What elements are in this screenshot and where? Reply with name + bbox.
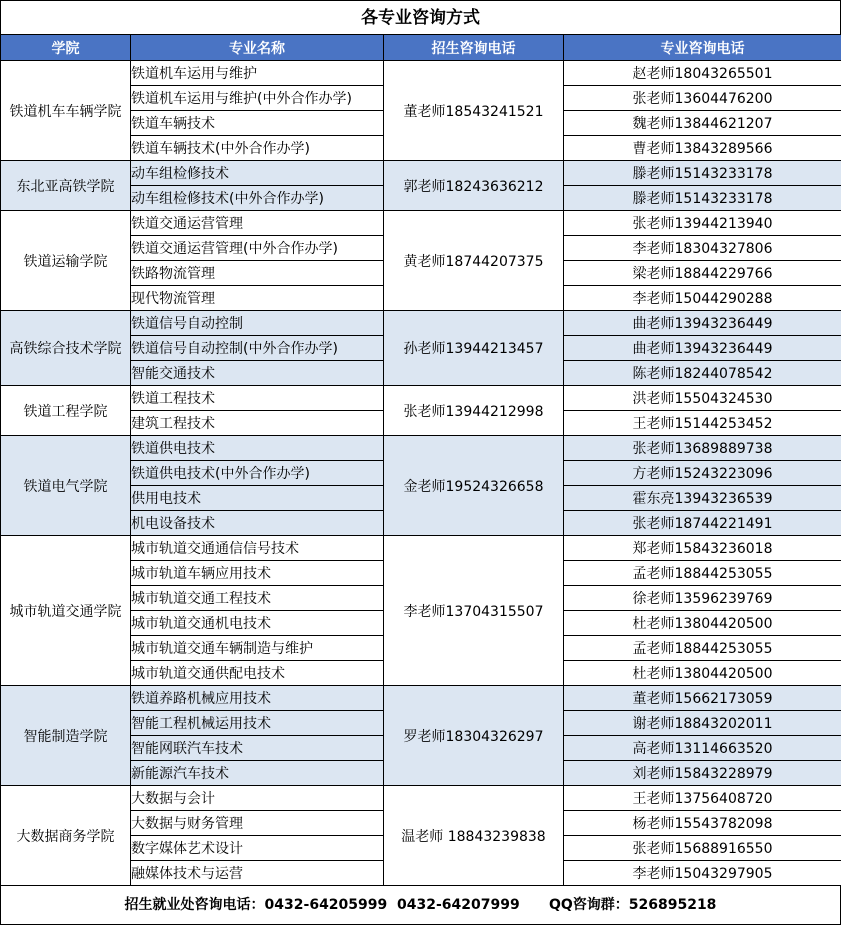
major-name: 现代物流管理 xyxy=(131,286,384,311)
admission-phone: 黄老师18744207375 xyxy=(384,211,564,311)
major-name: 融媒体技术与运营 xyxy=(131,861,384,886)
header-row xyxy=(1,35,841,61)
header-major-phone: 专业咨询电话 xyxy=(564,35,841,61)
major-name: 机电设备技术 xyxy=(131,511,384,536)
table-row xyxy=(1,786,841,811)
admission-phone: 董老师18543241521 xyxy=(384,61,564,161)
major-phone: 陈老师18244078542 xyxy=(564,361,841,386)
major-phone: 洪老师15504324530 xyxy=(564,386,841,411)
header-major: 专业名称 xyxy=(131,35,384,61)
major-name: 铁道车辆技术(中外合作办学) xyxy=(131,136,384,161)
page-title: 各专业咨询方式 xyxy=(0,0,841,34)
table-row xyxy=(1,61,841,86)
major-phone: 王老师13756408720 xyxy=(564,786,841,811)
major-phone: 赵老师18043265501 xyxy=(564,61,841,86)
college-name: 铁道电气学院 xyxy=(1,436,131,536)
major-name: 铁道车辆技术 xyxy=(131,111,384,136)
major-phone: 李老师15043297905 xyxy=(564,861,841,886)
table-row xyxy=(1,536,841,561)
college-name: 智能制造学院 xyxy=(1,686,131,786)
major-name: 动车组检修技术(中外合作办学) xyxy=(131,186,384,211)
major-phone: 刘老师15843228979 xyxy=(564,761,841,786)
major-name: 智能交通技术 xyxy=(131,361,384,386)
table-row xyxy=(1,686,841,711)
header-college: 学院 xyxy=(1,35,131,61)
footer-contact: 招生就业处咨询电话：0432-64205999 0432-64207999 QQ咨询群：526895218 xyxy=(0,886,841,925)
major-phone: 张老师13689889738 xyxy=(564,436,841,461)
consultation-table xyxy=(0,34,841,886)
major-phone: 孟老师18844253055 xyxy=(564,636,841,661)
major-phone: 董老师15662173059 xyxy=(564,686,841,711)
major-phone: 曲老师13943236449 xyxy=(564,336,841,361)
major-phone: 王老师15144253452 xyxy=(564,411,841,436)
table-row xyxy=(1,311,841,336)
college-name: 大数据商务学院 xyxy=(1,786,131,886)
major-name: 铁道机车运用与维护(中外合作办学) xyxy=(131,86,384,111)
major-phone: 张老师15688916550 xyxy=(564,836,841,861)
admission-phone: 孙老师13944213457 xyxy=(384,311,564,386)
admission-phone: 李老师13704315507 xyxy=(384,536,564,686)
admission-phone: 金老师19524326658 xyxy=(384,436,564,536)
major-phone: 张老师13944213940 xyxy=(564,211,841,236)
major-name: 智能网联汽车技术 xyxy=(131,736,384,761)
major-phone: 滕老师15143233178 xyxy=(564,186,841,211)
major-name: 城市轨道交通机电技术 xyxy=(131,611,384,636)
major-phone: 杨老师15543782098 xyxy=(564,811,841,836)
major-name: 动车组检修技术 xyxy=(131,161,384,186)
major-phone: 张老师18744221491 xyxy=(564,511,841,536)
college-name: 高铁综合技术学院 xyxy=(1,311,131,386)
major-name: 铁路物流管理 xyxy=(131,261,384,286)
admission-phone: 郭老师18243636212 xyxy=(384,161,564,211)
major-phone: 曲老师13943236449 xyxy=(564,311,841,336)
college-name: 铁道运输学院 xyxy=(1,211,131,311)
major-name: 城市轨道车辆应用技术 xyxy=(131,561,384,586)
major-phone: 郑老师15843236018 xyxy=(564,536,841,561)
college-name: 城市轨道交通学院 xyxy=(1,536,131,686)
major-phone: 李老师15044290288 xyxy=(564,286,841,311)
table-row xyxy=(1,161,841,186)
admission-phone: 温老师 18843239838 xyxy=(384,786,564,886)
major-phone: 方老师15243223096 xyxy=(564,461,841,486)
college-name: 铁道机车车辆学院 xyxy=(1,61,131,161)
major-phone: 杜老师13804420500 xyxy=(564,611,841,636)
admission-phone: 罗老师18304326297 xyxy=(384,686,564,786)
major-phone: 杜老师13804420500 xyxy=(564,661,841,686)
major-name: 数字媒体艺术设计 xyxy=(131,836,384,861)
major-phone: 魏老师13844621207 xyxy=(564,111,841,136)
major-name: 建筑工程技术 xyxy=(131,411,384,436)
college-name: 东北亚高铁学院 xyxy=(1,161,131,211)
major-name: 智能工程机械运用技术 xyxy=(131,711,384,736)
table-row xyxy=(1,436,841,461)
major-name: 供用电技术 xyxy=(131,486,384,511)
major-name: 城市轨道交通供配电技术 xyxy=(131,661,384,686)
major-name: 铁道交通运营管理(中外合作办学) xyxy=(131,236,384,261)
major-name: 大数据与会计 xyxy=(131,786,384,811)
header-admission-phone: 招生咨询电话 xyxy=(384,35,564,61)
admission-phone: 张老师13944212998 xyxy=(384,386,564,436)
major-phone: 李老师18304327806 xyxy=(564,236,841,261)
major-phone: 徐老师13596239769 xyxy=(564,586,841,611)
major-phone: 滕老师15143233178 xyxy=(564,161,841,186)
major-phone: 谢老师18843202011 xyxy=(564,711,841,736)
table-row xyxy=(1,386,841,411)
college-name: 铁道工程学院 xyxy=(1,386,131,436)
table-row xyxy=(1,211,841,236)
table-body xyxy=(1,61,841,886)
major-name: 城市轨道交通工程技术 xyxy=(131,586,384,611)
major-phone: 高老师13114663520 xyxy=(564,736,841,761)
major-phone: 梁老师18844229766 xyxy=(564,261,841,286)
major-name: 铁道机车运用与维护 xyxy=(131,61,384,86)
major-name: 铁道工程技术 xyxy=(131,386,384,411)
major-name: 铁道养路机械应用技术 xyxy=(131,686,384,711)
major-name: 城市轨道交通车辆制造与维护 xyxy=(131,636,384,661)
major-name: 铁道供电技术 xyxy=(131,436,384,461)
major-phone: 曹老师13843289566 xyxy=(564,136,841,161)
major-name: 铁道信号自动控制(中外合作办学) xyxy=(131,336,384,361)
major-phone: 霍东亮13943236539 xyxy=(564,486,841,511)
major-name: 铁道供电技术(中外合作办学) xyxy=(131,461,384,486)
major-name: 新能源汽车技术 xyxy=(131,761,384,786)
major-name: 铁道信号自动控制 xyxy=(131,311,384,336)
major-phone: 张老师13604476200 xyxy=(564,86,841,111)
major-name: 大数据与财务管理 xyxy=(131,811,384,836)
major-name: 城市轨道交通通信信号技术 xyxy=(131,536,384,561)
major-phone: 孟老师18844253055 xyxy=(564,561,841,586)
major-name: 铁道交通运营管理 xyxy=(131,211,384,236)
